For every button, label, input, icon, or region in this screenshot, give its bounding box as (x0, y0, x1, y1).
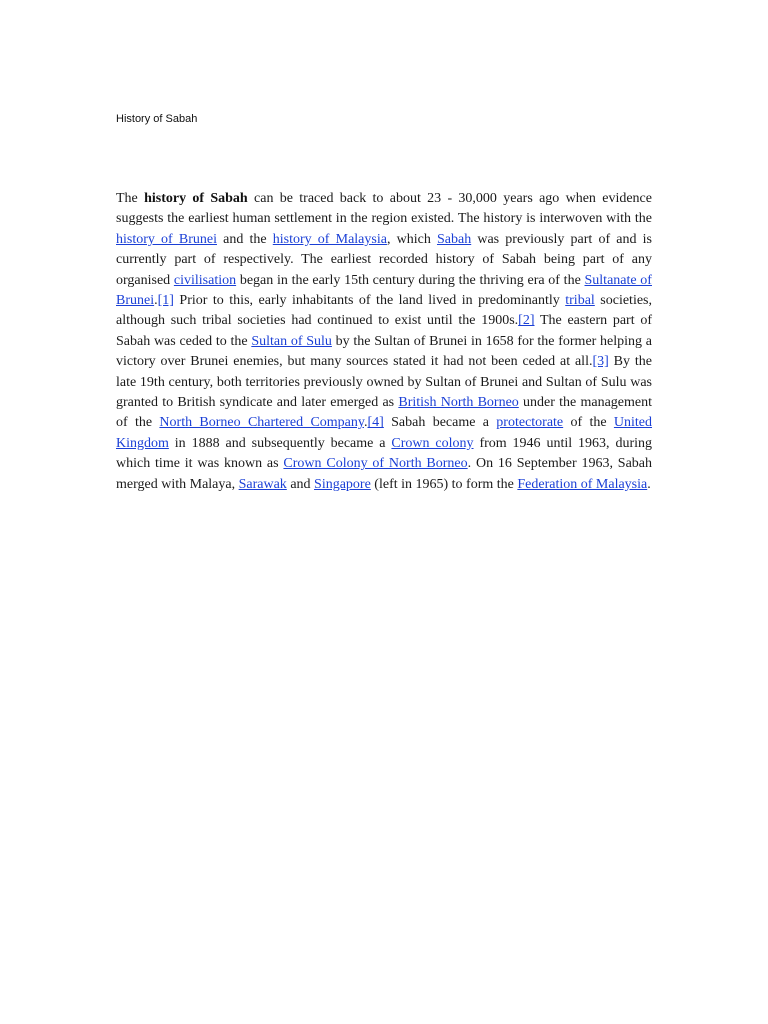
link-sultan-of-sulu[interactable]: Sultan of Sulu (251, 333, 332, 349)
link-united-kingdom[interactable]: United Kingdom (116, 415, 653, 451)
paragraph-text: of the (563, 415, 614, 431)
paragraph-text: can be traced back to about 23 - 30,000 years ago when evidence suggests the earliest human settlement in the region existed. The history is interwoven with the (116, 191, 652, 227)
paragraph-text: , which (386, 231, 437, 247)
citation-link-3[interactable]: [3] (592, 354, 609, 370)
paragraph-text: (left in 1965) to form the (370, 476, 518, 492)
paragraph-text: Prior to this, early inhabitants of the land lived in predominantly (173, 293, 566, 309)
paragraph-text: under the management of the (116, 395, 652, 431)
link-history-of-brunei[interactable]: history of Brunei (116, 231, 217, 247)
paragraph-text: . On 16 September 1963, Sabah merged with Malaya, (116, 456, 652, 492)
link-british-north-borneo[interactable]: British North Borneo (398, 395, 519, 411)
link-crown-colony[interactable]: Crown colony (391, 435, 474, 451)
document-title: History of Sabah (116, 113, 198, 125)
link-crown-colony-of-north-borneo[interactable]: Crown Colony of North Borneo (283, 456, 468, 472)
citation-link-4[interactable]: [4] (367, 415, 384, 431)
paragraph-text: . (154, 293, 158, 309)
paragraph-text: and the (216, 231, 273, 247)
link-federation-of-malaysia[interactable]: Federation of Malaysia (517, 476, 648, 492)
paragraph-text: The eastern part of Sabah was ceded to the (116, 313, 652, 349)
link-history-of-malaysia[interactable]: history of Malaysia (272, 231, 387, 247)
link-civilisation[interactable]: civilisation (173, 272, 237, 288)
body-paragraph (116, 189, 652, 495)
paragraph-text: Sabah became a (383, 415, 497, 431)
paragraph-text: in 1888 and subsequently became a (168, 435, 392, 451)
citation-link-1[interactable]: [1] (157, 293, 174, 309)
link-north-borneo-chartered-company[interactable]: North Borneo Chartered Company (159, 415, 364, 431)
paragraph-text: By the late 19th century, both territories previously owned by Sultan of Brunei and Sultan of Sulu was granted to British syndicate and later emerged as (116, 354, 652, 411)
link-sabah[interactable]: Sabah (436, 231, 472, 247)
link-protectorate[interactable]: protectorate (496, 415, 564, 431)
link-sultanate-of-brunei[interactable]: Sultanate of Brunei (116, 272, 652, 309)
paragraph-text: and (286, 476, 315, 492)
link-sarawak[interactable]: Sarawak (238, 476, 287, 492)
paragraph-text: . (647, 476, 651, 492)
bold-term: history of Sabah (144, 191, 248, 206)
paragraph-text: . (364, 415, 368, 431)
paragraph-text: began in the early 15th century during the thriving era of the (236, 272, 585, 288)
paragraph-text: was previously part of and is currently part of respectively. The earliest recorded history of Sabah being part of any organised (116, 231, 652, 288)
paragraph-text: The (116, 191, 145, 206)
paragraph-text: by the Sultan of Brunei in 1658 for the former helping a victory over Brunei enemies, but many sources stated it had not been ceded at all. (116, 333, 653, 370)
citation-link-2[interactable]: [2] (518, 313, 535, 329)
paragraph-text: societies, although such tribal societies had continued to exist until the 1900s. (116, 293, 652, 329)
paragraph-text: from 1946 until 1963, during which time it was known as (116, 435, 652, 472)
link-singapore[interactable]: Singapore (314, 476, 371, 492)
link-tribal[interactable]: tribal (565, 293, 595, 309)
